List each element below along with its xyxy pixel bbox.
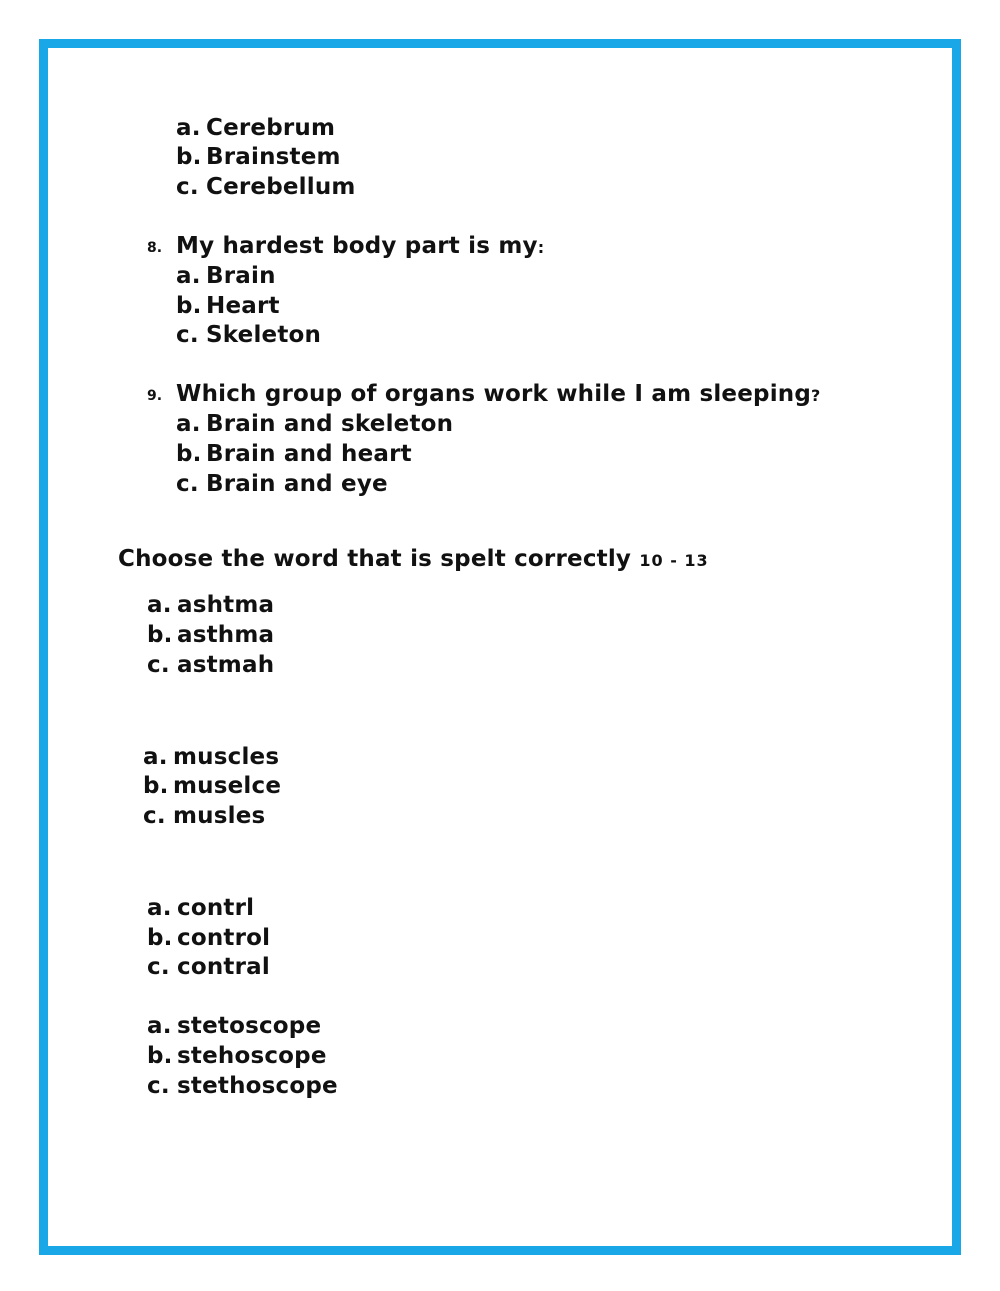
q12-option-c[interactable] <box>147 953 270 981</box>
option-letter: a. <box>143 744 168 770</box>
option-text: stetoscope <box>177 1013 322 1039</box>
option-letter: c. <box>147 1073 170 1099</box>
q11-option-a[interactable] <box>143 743 279 771</box>
q13-option-c[interactable] <box>147 1072 338 1100</box>
q7-option-c[interactable] <box>176 173 356 201</box>
option-letter: c. <box>176 471 199 497</box>
q13-option-b[interactable] <box>147 1042 327 1070</box>
option-text: Brain and eye <box>206 471 388 497</box>
question-punct: : <box>537 238 545 257</box>
option-text: contrl <box>177 895 255 921</box>
option-letter: a. <box>176 115 201 141</box>
question-punct: ? <box>811 386 821 405</box>
option-letter: c. <box>143 803 166 829</box>
option-text: Brain and heart <box>206 441 412 467</box>
q7-option-b[interactable] <box>176 143 341 171</box>
option-text: stethoscope <box>177 1073 338 1099</box>
question-9-text <box>176 380 821 410</box>
option-text: musles <box>173 803 266 829</box>
q10-option-c[interactable] <box>147 651 274 679</box>
option-text: stehoscope <box>177 1043 327 1069</box>
option-text: ashtma <box>177 592 275 618</box>
q9-option-a[interactable] <box>176 410 453 438</box>
option-text: asthma <box>177 622 275 648</box>
q13-option-a[interactable] <box>147 1012 321 1040</box>
q8-option-b[interactable] <box>176 292 280 320</box>
section-title: Choose the word that is spelt correctly <box>118 546 632 572</box>
question-8-text <box>176 232 544 262</box>
question-text: Which group of organs work while I am sleeping <box>176 381 812 407</box>
option-text: contral <box>177 954 270 980</box>
option-letter: c. <box>147 954 170 980</box>
section-heading <box>118 545 709 575</box>
option-text: muscles <box>173 744 280 770</box>
option-letter: b. <box>176 293 202 319</box>
option-letter: c. <box>147 652 170 678</box>
q8-option-c[interactable] <box>176 321 321 349</box>
option-letter: b. <box>143 773 169 799</box>
option-letter: a. <box>176 263 201 289</box>
q8-option-a[interactable] <box>176 262 276 290</box>
option-letter: a. <box>147 895 172 921</box>
option-text: Brainstem <box>206 144 341 170</box>
q10-option-a[interactable] <box>147 591 274 619</box>
q10-option-b[interactable] <box>147 621 274 649</box>
question-8-number: 8. <box>147 240 163 256</box>
question-text: My hardest body part is my <box>176 233 538 259</box>
option-text: Heart <box>206 293 280 319</box>
option-text: Skeleton <box>206 322 322 348</box>
q11-option-c[interactable] <box>143 802 265 830</box>
option-letter: b. <box>147 1043 173 1069</box>
q12-option-a[interactable] <box>147 894 254 922</box>
option-text: Brain and skeleton <box>206 411 454 437</box>
q11-option-b[interactable] <box>143 772 281 800</box>
section-range: 10 - 13 <box>639 551 709 570</box>
option-letter: b. <box>147 622 173 648</box>
option-letter: a. <box>147 592 172 618</box>
option-letter: c. <box>176 322 199 348</box>
q7-option-a[interactable] <box>176 114 335 142</box>
option-text: muselce <box>173 773 282 799</box>
option-letter: a. <box>176 411 201 437</box>
q9-option-c[interactable] <box>176 470 388 498</box>
option-text: Brain <box>206 263 276 289</box>
option-text: control <box>177 925 271 951</box>
option-letter: b. <box>147 925 173 951</box>
option-text: astmah <box>177 652 275 678</box>
option-letter: a. <box>147 1013 172 1039</box>
option-letter: c. <box>176 174 199 200</box>
option-letter: b. <box>176 441 202 467</box>
option-text: Cerebellum <box>206 174 356 200</box>
question-9-number: 9. <box>147 388 163 404</box>
q9-option-b[interactable] <box>176 440 412 468</box>
option-text: Cerebrum <box>206 115 336 141</box>
option-letter: b. <box>176 144 202 170</box>
q12-option-b[interactable] <box>147 924 270 952</box>
